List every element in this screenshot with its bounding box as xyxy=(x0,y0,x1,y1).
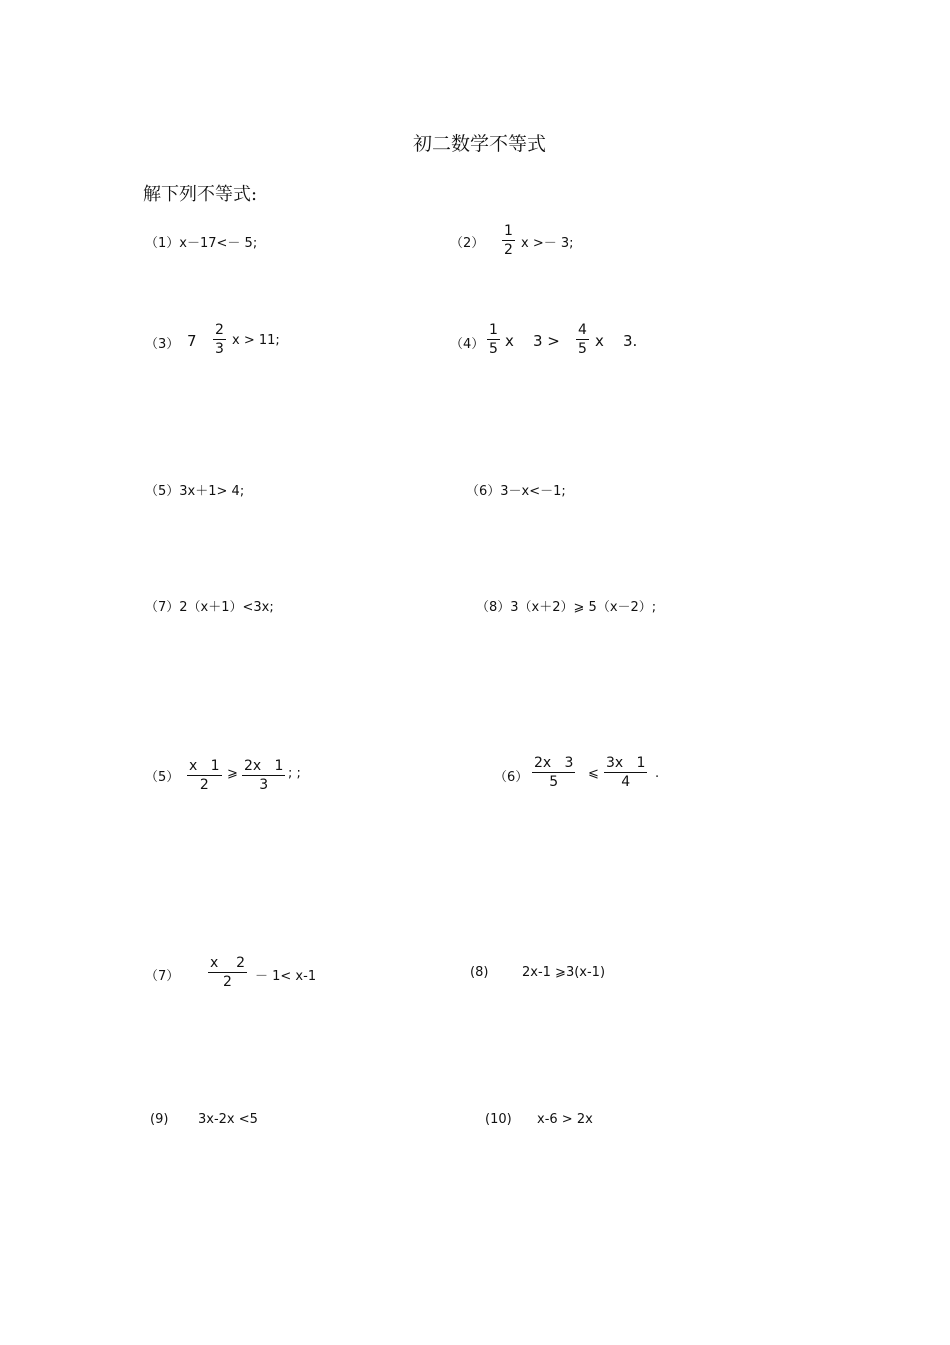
denominator: 3 xyxy=(215,341,224,357)
fraction-left xyxy=(487,321,500,358)
numerator: 2x 3 xyxy=(534,755,574,771)
inequality: 3x＋1> 4; xyxy=(179,484,245,499)
numerator: x 1 xyxy=(189,758,220,774)
inequality-tail: x > 11; xyxy=(232,333,280,348)
denominator: 2 xyxy=(208,972,247,991)
inequality: x－17<－ 5; xyxy=(179,236,258,251)
inequality-tail: ; ; xyxy=(288,766,301,781)
numerator: 4 xyxy=(578,322,587,338)
problem-label: （2） xyxy=(450,236,485,251)
problem-label: （5） xyxy=(145,484,180,499)
inequality-tail: x 3. xyxy=(595,332,638,350)
fraction-right xyxy=(576,321,589,358)
denominator: 4 xyxy=(604,772,647,791)
problem-6 xyxy=(466,480,566,499)
denominator: 5 xyxy=(489,341,498,357)
denominator: 2 xyxy=(187,775,222,794)
instruction: 解下列不等式: xyxy=(143,184,258,205)
fraction xyxy=(502,222,515,259)
problem-5 xyxy=(145,480,244,499)
fraction-left xyxy=(532,754,575,791)
numerator: 3x 1 xyxy=(606,755,646,771)
coefficient: 7 xyxy=(187,332,197,350)
problem-label: （7） xyxy=(145,600,180,615)
problem-label: (10) xyxy=(485,1112,512,1127)
denominator: 3 xyxy=(242,775,285,794)
inequality-tail: x >－ 3; xyxy=(521,236,574,251)
denominator: 5 xyxy=(578,341,587,357)
problem-label: （6） xyxy=(494,770,529,785)
fraction-right xyxy=(242,757,285,794)
fraction-left xyxy=(187,757,222,794)
problem-label: （6） xyxy=(466,484,501,499)
inequality: 2x-1 ⩾3(x-1) xyxy=(522,965,606,980)
relation-symbol: ⩽ xyxy=(588,766,599,781)
inequality-middle: x 3 > xyxy=(505,332,560,350)
inequality: 3x-2x <5 xyxy=(198,1112,258,1127)
numerator: 2 xyxy=(215,322,224,338)
inequality-tail: . xyxy=(655,766,660,781)
problem-label: （1） xyxy=(145,236,180,251)
problem-1 xyxy=(145,232,257,251)
problem-8 xyxy=(476,596,656,615)
fraction xyxy=(213,321,226,358)
page-title: 初二数学不等式 xyxy=(413,133,547,155)
denominator: 5 xyxy=(532,772,575,791)
fraction-right xyxy=(604,754,647,791)
relation-symbol: ⩾ xyxy=(227,766,238,781)
fraction xyxy=(208,954,247,991)
inequality: 2（x＋1）<3x; xyxy=(179,600,274,615)
inequality: 3－x<－1; xyxy=(500,484,566,499)
problem-label: （5） xyxy=(145,770,180,785)
numerator: 1 xyxy=(489,322,498,338)
inequality-tail: － 1< x-1 xyxy=(255,969,317,984)
inequality: x-6 > 2x xyxy=(537,1112,593,1127)
inequality: 3（x＋2）⩾ 5（x－2）; xyxy=(510,600,657,615)
numerator: 1 xyxy=(504,223,513,239)
problem-7 xyxy=(145,596,274,615)
problem-label: (8) xyxy=(470,965,489,980)
problem-label: (9) xyxy=(150,1112,169,1127)
problem-label: （7） xyxy=(145,969,180,984)
problem-label: （3） xyxy=(145,337,180,352)
numerator: 2x 1 xyxy=(244,758,284,774)
problem-label: （4） xyxy=(450,337,485,352)
numerator: x 2 xyxy=(210,955,245,971)
denominator: 2 xyxy=(504,242,513,258)
problem-label: （8） xyxy=(476,600,511,615)
